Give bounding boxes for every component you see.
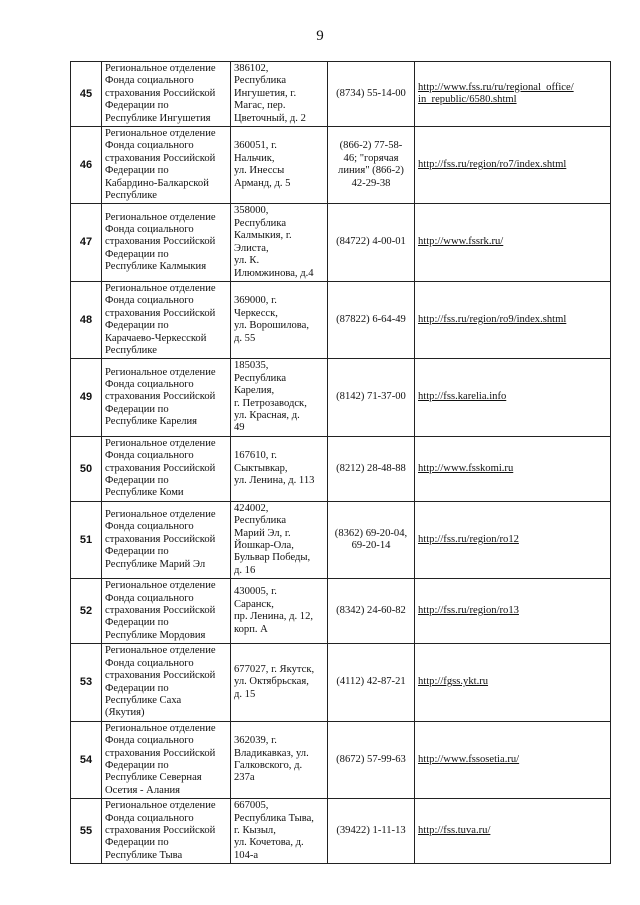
- office-address: 430005, г. Саранск, пр. Ленина, д. 12, корп. А: [234, 586, 314, 635]
- office-phone-cell: [328, 204, 415, 281]
- office-address-cell: [231, 62, 328, 127]
- office-website-link[interactable]: http://www.fss.ru/ru/regional_office/ in_republic/6580.shtml: [418, 81, 574, 106]
- office-name: Региональное отделение Фонда социального страхования Российской Федерации по Республике Коми: [105, 437, 216, 499]
- office-website-link-cell: [415, 359, 611, 436]
- office-name-cell: [102, 359, 231, 436]
- office-name-cell: [102, 62, 231, 127]
- page-number: 9: [316, 28, 324, 44]
- office-address-cell: [231, 501, 328, 578]
- office-website-link[interactable]: http://fss.ru/region/ro9/index.shtml: [418, 313, 567, 325]
- row-number-cell: [71, 799, 102, 864]
- row-number-cell: [71, 579, 102, 644]
- office-name: Региональное отделение Фонда социального страхования Российской Федерации по Республике Марий Эл: [105, 509, 216, 570]
- office-website-link[interactable]: http://fss.karelia.info: [418, 391, 507, 403]
- office-phone: (8672) 57-99-63: [336, 753, 406, 765]
- office-phone-cell: [328, 62, 415, 127]
- office-address-cell: [231, 721, 328, 798]
- office-phone-cell: [328, 644, 415, 721]
- office-phone-cell: [328, 436, 415, 501]
- office-name: Региональное отделение Фонда социального страхования Российской Федерации по Кабардино-Балкарской Республике: [105, 128, 216, 202]
- office-address: 667005, Республика Тыва, г. Кызыл, ул. Кочетова, д. 104-а: [234, 800, 314, 861]
- office-phone-cell: [328, 501, 415, 578]
- office-name-cell: [102, 127, 231, 204]
- office-address: 424002, Республика Марий Эл, г. Йошкар-Ола, Бульвар Победы, д. 16: [234, 502, 311, 576]
- office-name: Региональное отделение Фонда социального страхования Российской Федерации по Республике Северная Осетия - Алания: [105, 722, 216, 796]
- office-website-link-cell: [415, 62, 611, 127]
- office-website-link[interactable]: http://fss.tuva.ru/: [418, 824, 491, 836]
- office-address: 167610, г. Сыктывкар, ул. Ленина, д. 113: [234, 450, 315, 486]
- office-name-cell: [102, 281, 231, 358]
- office-website-link[interactable]: http://www.fsskomi.ru: [418, 462, 514, 474]
- office-address: 185035, Республика Карелия, г. Петрозаводск, ул. Красная, д. 49: [234, 360, 307, 434]
- office-name-cell: [102, 799, 231, 864]
- office-website-link-cell: [415, 204, 611, 281]
- office-phone: (4112) 42-87-21: [336, 676, 406, 688]
- office-phone-cell: [328, 721, 415, 798]
- table-row: [71, 501, 611, 578]
- table-row: [71, 436, 611, 501]
- office-address: 677027, г. Якутск, ул. Октябрьская, д. 15: [234, 663, 315, 700]
- office-phone: (8142) 71-37-00: [336, 391, 406, 403]
- office-website-link-cell: [415, 721, 611, 798]
- table-row: [71, 281, 611, 358]
- office-phone: (39422) 1-11-13: [336, 824, 406, 836]
- row-number-cell: [71, 644, 102, 721]
- row-number-cell: [71, 359, 102, 436]
- office-phone: (8212) 28-48-88: [336, 462, 406, 474]
- row-number: 51: [79, 533, 93, 546]
- row-number: 49: [79, 391, 93, 404]
- office-address-cell: [231, 127, 328, 204]
- table-row: [71, 204, 611, 281]
- row-number: 46: [79, 159, 93, 172]
- office-name-cell: [102, 501, 231, 578]
- office-name-cell: [102, 721, 231, 798]
- table-row: [71, 799, 611, 864]
- row-number-cell: [71, 721, 102, 798]
- office-website-link-cell: [415, 436, 611, 501]
- table-body: [71, 62, 611, 864]
- row-number: 45: [79, 87, 93, 100]
- table-row: [71, 644, 611, 721]
- table-row: [71, 62, 611, 127]
- office-phone: (8362) 69-20-04, 69-20-14: [334, 527, 408, 552]
- table-row: [71, 721, 611, 798]
- office-website-link[interactable]: http://fgss.ykt.ru: [418, 676, 489, 688]
- office-phone: (84722) 4-00-01: [336, 236, 406, 248]
- table-row: [71, 359, 611, 436]
- office-phone: (866-2) 77-58- 46; "горячая линия" (866-2) 42-29-38: [338, 140, 404, 189]
- office-website-link[interactable]: http://fss.ru/region/ro13: [418, 605, 519, 617]
- row-number-cell: [71, 204, 102, 281]
- row-number-cell: [71, 127, 102, 204]
- office-website-link[interactable]: http://www.fssrk.ru/: [418, 236, 504, 248]
- office-address: 386102, Республика Ингушетия, г. Магас, пер. Цветочный, д. 2: [234, 63, 306, 124]
- office-phone-cell: [328, 281, 415, 358]
- row-number: 50: [79, 462, 93, 475]
- row-number: 52: [79, 605, 93, 618]
- table-row: [71, 127, 611, 204]
- office-address-cell: [231, 359, 328, 436]
- office-name: Региональное отделение Фонда социального страхования Российской Федерации по Республике Мордовия: [105, 580, 216, 641]
- row-number: 54: [79, 753, 93, 766]
- office-address-cell: [231, 436, 328, 501]
- office-address-cell: [231, 281, 328, 358]
- office-website-link-cell: [415, 501, 611, 578]
- row-number-cell: [71, 501, 102, 578]
- office-address: 369000, г. Черкесск, ул. Ворошилова, д. 55: [234, 295, 309, 344]
- office-name-cell: [102, 204, 231, 281]
- office-address-cell: [231, 799, 328, 864]
- office-phone-cell: [328, 579, 415, 644]
- office-name: Региональное отделение Фонда социального страхования Российской Федерации по Республике Тыва: [105, 800, 216, 861]
- office-website-link-cell: [415, 644, 611, 721]
- office-name: Региональное отделение Фонда социального страхования Российской Федерации по Республике Саха (Якутия): [105, 645, 216, 719]
- office-website-link[interactable]: http://www.fssosetia.ru/: [418, 753, 520, 765]
- office-phone-cell: [328, 127, 415, 204]
- office-address: 362039, г. Владикавказ, ул. Галковского, д. 237а: [234, 735, 309, 784]
- office-name-cell: [102, 579, 231, 644]
- office-website-link[interactable]: http://fss.ru/region/ro12: [418, 533, 519, 545]
- row-number: 47: [79, 236, 93, 249]
- table-row: [71, 579, 611, 644]
- office-website-link-cell: [415, 281, 611, 358]
- office-name: Региональное отделение Фонда социального страхования Российской Федерации по Республике Ингушетия: [105, 63, 216, 124]
- office-name-cell: [102, 436, 231, 501]
- office-address: 360051, г. Нальчик, ул. Инессы Арманд, д. 5: [234, 140, 291, 189]
- office-website-link[interactable]: http://fss.ru/region/ro7/index.shtml: [418, 159, 567, 171]
- office-name: Региональное отделение Фонда социального страхования Российской Федерации по Республике Карелия: [105, 366, 216, 428]
- row-number: 48: [79, 313, 93, 326]
- row-number-cell: [71, 281, 102, 358]
- office-phone-cell: [328, 799, 415, 864]
- office-address-cell: [231, 204, 328, 281]
- row-number-cell: [71, 62, 102, 127]
- office-phone-cell: [328, 359, 415, 436]
- office-name-cell: [102, 644, 231, 721]
- office-website-link-cell: [415, 127, 611, 204]
- office-name: Региональное отделение Фонда социального страхования Российской Федерации по Республике Калмыкия: [105, 211, 216, 273]
- row-number: 53: [79, 676, 93, 689]
- office-phone: (8734) 55-14-00: [336, 87, 406, 99]
- office-address-cell: [231, 644, 328, 721]
- regional-offices-table: [70, 61, 611, 864]
- office-address-cell: [231, 579, 328, 644]
- office-name: Региональное отделение Фонда социального страхования Российской Федерации по Карачаево-Черкесской Республике: [105, 282, 216, 356]
- row-number-cell: [71, 436, 102, 501]
- row-number: 55: [79, 824, 93, 837]
- office-phone: (87822) 6-64-49: [336, 313, 406, 325]
- office-website-link-cell: [415, 799, 611, 864]
- office-phone: (8342) 24-60-82: [336, 605, 406, 617]
- office-website-link-cell: [415, 579, 611, 644]
- office-address: 358000, Республика Калмыкия, г. Элиста, ул. К. Илюмжинова, д.4: [234, 205, 314, 279]
